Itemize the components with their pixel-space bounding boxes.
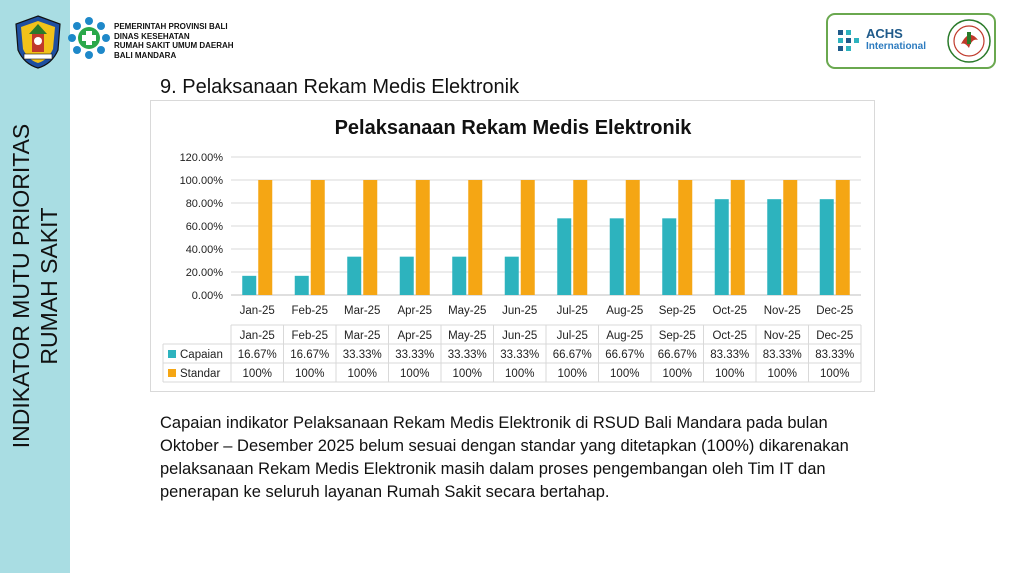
x-tick-label: Sep-25: [658, 305, 696, 317]
health-office-logo-icon: [68, 16, 110, 60]
achs-sub: International: [866, 41, 927, 52]
bar-standar-may-25: [468, 180, 482, 295]
table-value-cell: 66.67%: [605, 349, 645, 361]
header-line-name: BALI MANDARA: [114, 50, 177, 60]
table-header-cell: Feb-25: [291, 330, 328, 342]
x-tick-label: Oct-25: [712, 305, 748, 317]
table-header-cell: Aug-25: [606, 330, 644, 342]
bar-standar-nov-25: [783, 180, 797, 295]
x-tick-label: Jan-25: [239, 305, 275, 317]
y-tick-label: 100.00%: [179, 175, 223, 187]
bar-standar-apr-25: [416, 180, 430, 295]
bar-capaian-nov-25: [767, 199, 781, 295]
table-value-cell: 83.33%: [815, 349, 855, 361]
header-line-hospital: RUMAH SAKIT UMUM DAERAH: [114, 41, 234, 50]
legend-swatch-standar: [168, 369, 176, 377]
table-value-cell: 66.67%: [657, 349, 697, 361]
table-value-cell: 100%: [295, 368, 325, 380]
table-value-cell: 83.33%: [710, 349, 750, 361]
table-value-cell: 100%: [820, 368, 850, 380]
x-tick-label: Feb-25: [291, 305, 328, 317]
bar-capaian-jun-25: [505, 257, 519, 295]
x-tick-label: Jul-25: [556, 305, 588, 317]
table-value-cell: 83.33%: [762, 349, 802, 361]
x-tick-label: Aug-25: [606, 305, 644, 317]
x-tick-label: Jun-25: [502, 305, 538, 317]
bar-capaian-jul-25: [557, 218, 571, 295]
table-value-cell: 33.33%: [342, 349, 382, 361]
table-value-cell: 100%: [557, 368, 587, 380]
table-value-cell: 100%: [400, 368, 430, 380]
y-tick-label: 80.00%: [185, 198, 223, 210]
achs-name: ACHS: [866, 26, 903, 41]
bar-standar-jan-25: [258, 180, 272, 295]
bar-standar-jun-25: [521, 180, 535, 295]
table-value-cell: 100%: [610, 368, 640, 380]
bar-standar-oct-25: [731, 180, 745, 295]
section-heading: 9. Pelaksanaan Rekam Medis Elektronik: [160, 76, 520, 98]
x-tick-label: Nov-25: [763, 305, 801, 317]
side-title-line2: RUMAH SAKIT: [36, 207, 62, 365]
table-header-cell: Apr-25: [397, 330, 433, 342]
y-tick-label: 20.00%: [185, 267, 223, 279]
bar-standar-sep-25: [678, 180, 692, 295]
side-title: [7, 26, 63, 546]
bar-capaian-apr-25: [400, 257, 414, 295]
table-header-cell: Nov-25: [763, 330, 801, 342]
bali-province-logo-icon: [12, 14, 64, 70]
institution-header: [114, 22, 234, 60]
x-tick-label: Mar-25: [344, 305, 381, 317]
x-tick-label: Apr-25: [397, 305, 433, 317]
table-header-cell: Jun-25: [502, 330, 538, 342]
table-value-cell: 66.67%: [552, 349, 592, 361]
table-value-cell: 33.33%: [500, 349, 540, 361]
table-value-cell: 100%: [715, 368, 745, 380]
chart-title: Pelaksanaan Rekam Medis Elektronik: [334, 117, 692, 139]
bar-capaian-may-25: [452, 257, 466, 295]
table-value-cell: 33.33%: [447, 349, 487, 361]
side-title-line1: INDIKATOR MUTU PRIORITAS: [8, 123, 34, 449]
y-tick-label: 60.00%: [185, 221, 223, 233]
bar-standar-feb-25: [311, 180, 325, 295]
table-header-cell: Jan-25: [239, 330, 275, 342]
bar-capaian-feb-25: [295, 276, 309, 295]
table-value-cell: 100%: [767, 368, 797, 380]
bar-capaian-dec-25: [820, 199, 834, 295]
accreditation-badge: [826, 13, 996, 69]
header-line-province: PEMERINTAH PROVINSI BALI: [114, 22, 228, 31]
legend-swatch-capaian: [168, 350, 176, 358]
bar-standar-jul-25: [573, 180, 587, 295]
table-value-cell: 100%: [347, 368, 377, 380]
x-tick-label: May-25: [448, 305, 487, 317]
table-header-cell: Dec-25: [816, 330, 854, 342]
bar-standar-dec-25: [836, 180, 850, 295]
bar-standar-mar-25: [363, 180, 377, 295]
bar-capaian-oct-25: [715, 199, 729, 295]
bar-capaian-jan-25: [242, 276, 256, 295]
achs-logo-icon: [836, 28, 862, 54]
side-band: [0, 0, 70, 573]
table-header-cell: Jul-25: [556, 330, 588, 342]
header-line-dinkes: DINAS KESEHATAN: [114, 31, 190, 41]
x-tick-label: Dec-25: [816, 305, 854, 317]
bar-capaian-aug-25: [610, 218, 624, 295]
table-value-cell: 16.67%: [237, 349, 277, 361]
bar-capaian-mar-25: [347, 257, 361, 295]
bar-standar-aug-25: [626, 180, 640, 295]
bar-chart: [151, 101, 876, 393]
legend-label-capaian: Capaian: [180, 349, 223, 361]
table-header-cell: Oct-25: [712, 330, 748, 342]
table-value-cell: 100%: [505, 368, 535, 380]
table-header-cell: Sep-25: [658, 330, 696, 342]
description-paragraph: Capaian indikator Pelaksanaan Rekam Medis Elektronik di RSUD Bali Mandara pada bulan Oktober – Desember 2025 belum sesuai dengan standar yang ditetapkan (100%) dikarenakan pelaksanaan Rekam Medis Elektronik masih dalam proses pengembangan oleh Tim IT dan penerapan ke seluruh layanan Rumah Sakit secara bertahap.: [160, 414, 849, 501]
table-header-cell: May-25: [448, 330, 487, 342]
table-value-cell: 33.33%: [395, 349, 435, 361]
y-tick-label: 120.00%: [179, 152, 223, 164]
table-value-cell: 16.67%: [290, 349, 330, 361]
y-tick-label: 40.00%: [185, 244, 223, 256]
chart-frame: [150, 100, 875, 392]
table-header-cell: Mar-25: [344, 330, 381, 342]
kars-emblem-icon: [946, 18, 992, 64]
table-value-cell: 100%: [242, 368, 272, 380]
legend-label-standar: Standar: [180, 368, 221, 380]
table-value-cell: 100%: [662, 368, 692, 380]
y-tick-label: 0.00%: [191, 290, 223, 302]
bar-capaian-sep-25: [662, 218, 676, 295]
table-value-cell: 100%: [452, 368, 482, 380]
